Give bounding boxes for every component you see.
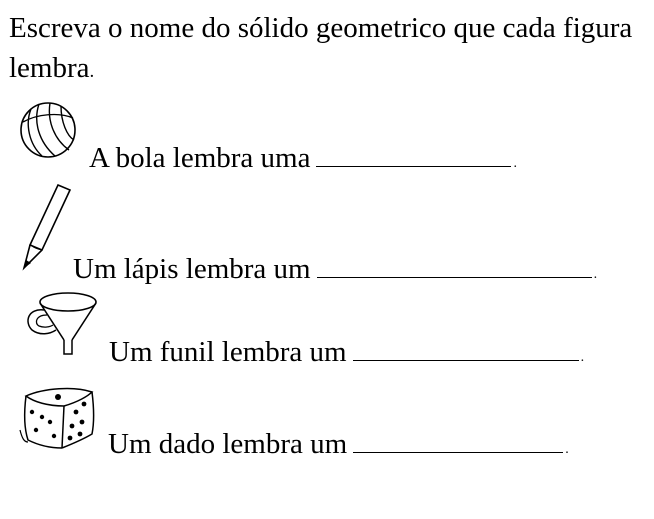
answer-blank[interactable]: [317, 276, 592, 278]
dice-icon: [18, 382, 102, 452]
item-period: .: [565, 442, 569, 457]
answer-blank[interactable]: [353, 451, 563, 453]
answer-blank[interactable]: [316, 165, 511, 167]
item-period: .: [593, 267, 598, 282]
item-row-ball: [89, 142, 517, 175]
item-text: Um dado lembra um: [108, 428, 348, 460]
item-text: Um lápis lembra um: [73, 253, 311, 285]
item-row-pencil: [73, 253, 597, 286]
item-period: .: [513, 156, 517, 171]
ball-icon: [17, 100, 81, 162]
pencil-icon: [18, 182, 74, 274]
item-text: A bola lembra uma: [89, 142, 311, 174]
item-row-funnel: [109, 336, 584, 369]
item-period: .: [580, 350, 585, 365]
answer-blank[interactable]: [353, 359, 579, 361]
item-text: Um funil lembra um: [109, 336, 347, 368]
instruction-period: .: [89, 61, 95, 82]
instruction-text: Escreva o nome do sólido geometrico que cada figura lembra: [9, 12, 633, 84]
funnel-icon: [20, 290, 102, 358]
worksheet-instruction: [9, 8, 649, 92]
item-row-dice: [108, 428, 569, 461]
